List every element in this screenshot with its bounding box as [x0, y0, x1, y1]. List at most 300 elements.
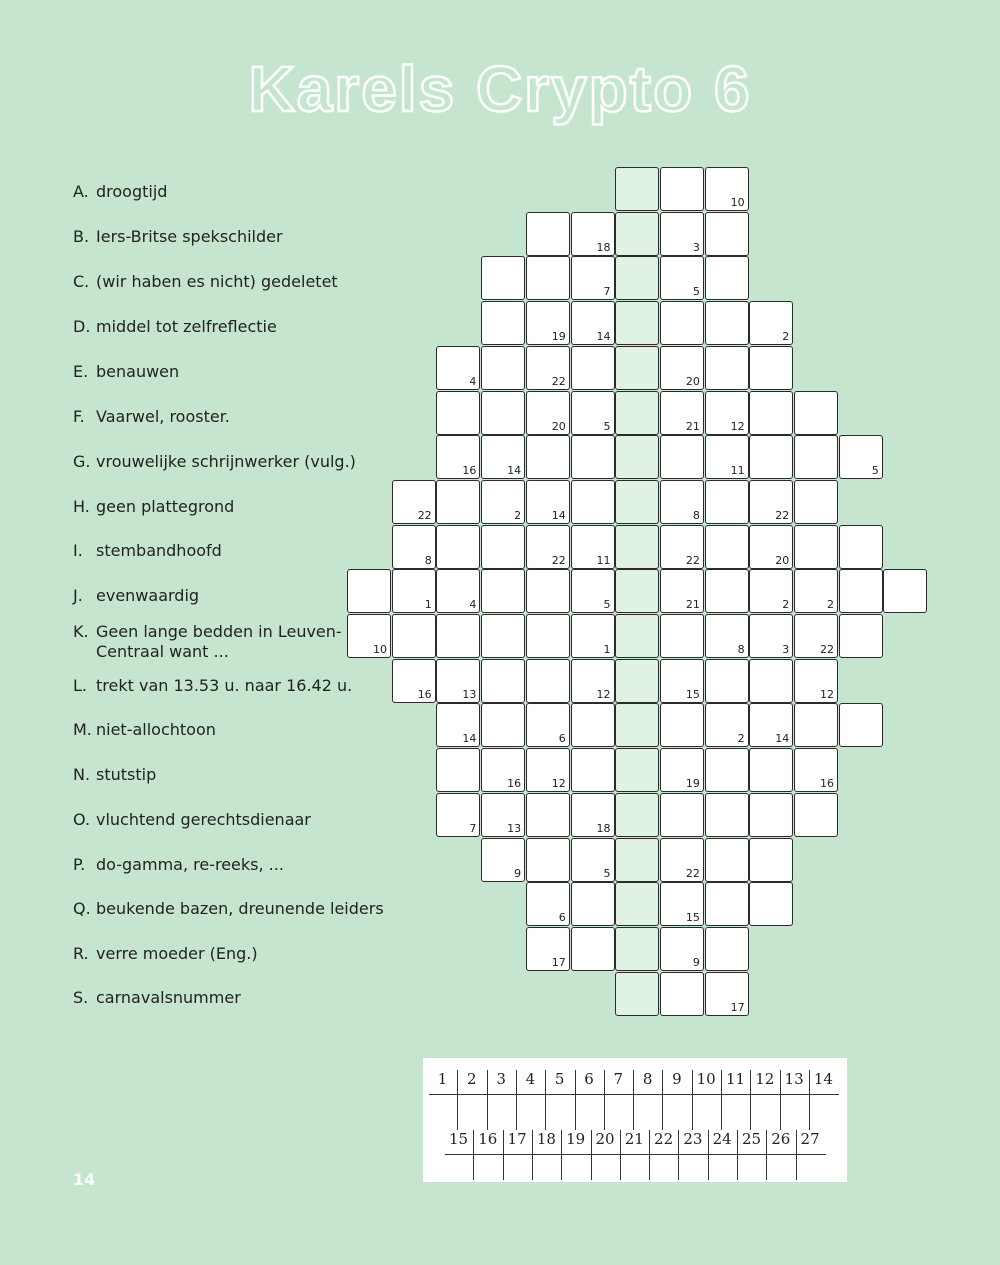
- key-divider: [809, 1070, 810, 1130]
- grid-cell[interactable]: [660, 614, 704, 658]
- clue-letter: F.: [73, 407, 85, 426]
- grid-cell[interactable]: [436, 525, 480, 569]
- clue-letter: Q.: [73, 899, 91, 918]
- grid-cell[interactable]: [660, 972, 704, 1016]
- grid-cell[interactable]: [615, 301, 659, 345]
- grid-cell[interactable]: [615, 391, 659, 435]
- cell-number: 5: [603, 598, 611, 612]
- grid-cell[interactable]: [705, 793, 749, 837]
- key-divider: [750, 1070, 751, 1130]
- clue-letter: B.: [73, 227, 90, 246]
- key-number: 26: [771, 1130, 791, 1148]
- grid-cell[interactable]: [705, 301, 749, 345]
- key-number: 10: [696, 1070, 716, 1088]
- key-divider: [516, 1070, 517, 1130]
- grid-cell[interactable]: [615, 435, 659, 479]
- grid-cell[interactable]: [749, 882, 793, 926]
- grid-cell[interactable]: [660, 256, 704, 300]
- key-number: 9: [672, 1070, 682, 1088]
- grid-cell[interactable]: [571, 391, 615, 435]
- grid-cell[interactable]: [660, 659, 704, 703]
- grid-cell[interactable]: [571, 703, 615, 747]
- grid-cell[interactable]: [571, 614, 615, 658]
- grid-cell[interactable]: [749, 391, 793, 435]
- key-number: 18: [536, 1130, 556, 1148]
- key-number: 8: [642, 1070, 653, 1088]
- cell-number: 20: [775, 553, 790, 567]
- grid-cell[interactable]: [794, 748, 838, 792]
- cell-number: 5: [871, 464, 879, 478]
- cell-number: 20: [685, 374, 700, 388]
- cell-number: 7: [603, 285, 611, 299]
- grid-cell[interactable]: [749, 480, 793, 524]
- grid-cell[interactable]: [481, 703, 525, 747]
- cell-number: 11: [730, 464, 745, 478]
- grid-cell[interactable]: [660, 480, 704, 524]
- cell-number: 6: [558, 732, 566, 746]
- grid-cell[interactable]: [839, 525, 883, 569]
- grid-cell[interactable]: [660, 882, 704, 926]
- key-divider: [796, 1130, 797, 1180]
- grid-cell[interactable]: [481, 435, 525, 479]
- grid-cell[interactable]: [615, 212, 659, 256]
- cell-number: 22: [685, 553, 700, 567]
- grid-cell[interactable]: [526, 391, 570, 435]
- grid-cell[interactable]: [749, 346, 793, 390]
- key-divider: [532, 1130, 533, 1180]
- clue-text: (wir haben es nicht) gedeletet: [96, 272, 338, 291]
- grid-cell[interactable]: [749, 435, 793, 479]
- key-divider: [545, 1070, 546, 1130]
- grid-cell[interactable]: [436, 614, 480, 658]
- key-number: 6: [584, 1070, 594, 1088]
- key-divider: [662, 1070, 663, 1130]
- grid-cell[interactable]: [705, 748, 749, 792]
- cell-number: 18: [596, 240, 611, 254]
- grid-cell[interactable]: [705, 256, 749, 300]
- grid-cell[interactable]: [615, 346, 659, 390]
- cell-number: 12: [820, 687, 834, 701]
- clue-text: stembandhoofd: [96, 541, 222, 560]
- clue-letter: N.: [73, 765, 91, 784]
- key-number: 22: [654, 1130, 674, 1148]
- clue-letter: C.: [73, 272, 90, 291]
- clue-text: droogtijd: [96, 182, 168, 201]
- grid-cell[interactable]: [571, 435, 615, 479]
- clue-text: niet-allochtoon: [96, 720, 216, 739]
- grid-cell[interactable]: [660, 435, 704, 479]
- key-number: 23: [683, 1130, 703, 1148]
- grid-cell[interactable]: [571, 659, 615, 703]
- cell-number: 14: [551, 508, 566, 522]
- grid-cell[interactable]: [705, 167, 749, 211]
- grid-cell[interactable]: [436, 435, 480, 479]
- clue-text: evenwaardig: [96, 586, 200, 605]
- grid-cell[interactable]: [749, 569, 793, 613]
- cell-number: 2: [827, 598, 834, 612]
- grid-cell[interactable]: [660, 301, 704, 345]
- grid-cell[interactable]: [705, 927, 749, 971]
- key-divider: [487, 1070, 488, 1130]
- grid-cell[interactable]: [794, 703, 838, 747]
- grid-cell[interactable]: [615, 972, 659, 1016]
- clue-letter: G.: [73, 452, 91, 471]
- clue-letter: R.: [73, 944, 89, 963]
- grid-cell[interactable]: [794, 659, 838, 703]
- grid-cell[interactable]: [839, 614, 883, 658]
- clue-letter: L.: [73, 676, 87, 695]
- grid-cell[interactable]: [481, 525, 525, 569]
- grid-cell[interactable]: [705, 525, 749, 569]
- key-divider: [633, 1070, 634, 1130]
- grid-cell[interactable]: [571, 927, 615, 971]
- grid-cell[interactable]: [392, 480, 436, 524]
- grid-cell[interactable]: [705, 838, 749, 882]
- key-divider: [649, 1130, 650, 1180]
- grid-cell[interactable]: [660, 748, 704, 792]
- key-number: 19: [566, 1130, 586, 1148]
- grid-cell[interactable]: [571, 838, 615, 882]
- grid-cell[interactable]: [794, 391, 838, 435]
- grid-cell[interactable]: [481, 748, 525, 792]
- cell-number: 21: [685, 598, 700, 612]
- grid-cell[interactable]: [526, 480, 570, 524]
- grid-cell[interactable]: [794, 480, 838, 524]
- cell-number: 22: [551, 553, 566, 567]
- grid-cell[interactable]: [571, 212, 615, 256]
- grid-cell[interactable]: [526, 659, 570, 703]
- key-line: [429, 1094, 839, 1095]
- grid-cell[interactable]: [615, 569, 659, 613]
- grid-cell[interactable]: [660, 703, 704, 747]
- grid-cell[interactable]: [436, 391, 480, 435]
- clue-letter: M.: [73, 720, 92, 739]
- grid-cell[interactable]: [660, 346, 704, 390]
- grid-cell[interactable]: [436, 659, 480, 703]
- grid-cell[interactable]: [481, 569, 525, 613]
- grid-cell[interactable]: [615, 614, 659, 658]
- cell-number: 14: [507, 464, 522, 478]
- grid-cell[interactable]: [615, 659, 659, 703]
- cell-number: 12: [596, 687, 611, 701]
- key-divider: [604, 1070, 605, 1130]
- cell-number: 19: [551, 330, 566, 344]
- grid-cell[interactable]: [571, 793, 615, 837]
- clue-letter: H.: [73, 497, 90, 516]
- cell-number: 4: [469, 374, 477, 388]
- clue-text: trekt van 13.53 u. naar 16.42 u.: [96, 676, 353, 695]
- cell-number: 20: [551, 419, 566, 433]
- grid-cell[interactable]: [705, 435, 749, 479]
- grid-cell[interactable]: [749, 793, 793, 837]
- cell-number: 8: [692, 508, 700, 522]
- clue-letter: K.: [73, 622, 89, 641]
- grid-cell[interactable]: [436, 480, 480, 524]
- grid-cell[interactable]: [526, 569, 570, 613]
- grid-cell[interactable]: [526, 435, 570, 479]
- grid-cell[interactable]: [839, 569, 883, 613]
- cell-number: 17: [730, 1000, 745, 1014]
- grid-cell[interactable]: [705, 614, 749, 658]
- key-number: 16: [478, 1130, 498, 1148]
- key-number: 3: [496, 1070, 506, 1088]
- cell-number: 10: [730, 196, 745, 209]
- key-number: 5: [554, 1070, 565, 1088]
- grid-cell[interactable]: [705, 212, 749, 256]
- clue-letter: O.: [73, 810, 91, 829]
- key-number: 14: [813, 1070, 833, 1088]
- grid-cell[interactable]: [436, 569, 480, 613]
- clue-text: middel tot zelfreflectie: [96, 317, 277, 336]
- cell-number: 3: [782, 643, 790, 656]
- cell-number: 12: [730, 419, 745, 433]
- grid-cell[interactable]: [749, 525, 793, 569]
- grid-cell[interactable]: [481, 256, 525, 300]
- grid-cell[interactable]: [883, 569, 927, 613]
- grid-cell[interactable]: [705, 659, 749, 703]
- key-divider: [457, 1070, 458, 1130]
- key-number: 13: [784, 1070, 804, 1088]
- cell-number: 5: [603, 419, 611, 433]
- grid-cell[interactable]: [436, 346, 480, 390]
- cell-number: 22: [551, 374, 566, 388]
- grid-cell[interactable]: [615, 480, 659, 524]
- cell-number: 5: [692, 285, 700, 299]
- key-number: 20: [595, 1130, 615, 1148]
- cell-number: 2: [782, 598, 790, 612]
- cell-number: 15: [685, 911, 700, 925]
- grid-cell[interactable]: [794, 793, 838, 837]
- grid-cell[interactable]: [705, 882, 749, 926]
- grid-cell[interactable]: [481, 480, 525, 524]
- clue-text: stutstip: [96, 765, 157, 784]
- grid-cell[interactable]: [571, 346, 615, 390]
- key-divider: [678, 1130, 679, 1180]
- grid-cell[interactable]: [615, 748, 659, 792]
- clue-letter: I.: [73, 541, 83, 560]
- grid-cell[interactable]: [749, 703, 793, 747]
- clue-text: Geen lange bedden in Leuven-: [96, 622, 342, 641]
- grid-cell[interactable]: [615, 927, 659, 971]
- grid-cell[interactable]: [705, 569, 749, 613]
- grid-cell[interactable]: [749, 614, 793, 658]
- grid-cell[interactable]: [526, 346, 570, 390]
- cell-number: 16: [507, 777, 522, 791]
- grid-cell[interactable]: [481, 301, 525, 345]
- cell-number: 8: [424, 553, 432, 567]
- clue-letter: P.: [73, 855, 86, 874]
- key-number: 17: [507, 1130, 527, 1148]
- grid-cell[interactable]: [705, 346, 749, 390]
- grid-cell[interactable]: [794, 525, 838, 569]
- grid-cell[interactable]: [481, 659, 525, 703]
- grid-cell[interactable]: [660, 167, 704, 211]
- cell-number: 19: [685, 777, 700, 791]
- grid-cell[interactable]: [526, 256, 570, 300]
- grid-cell[interactable]: [571, 882, 615, 926]
- solution-key: [423, 1058, 847, 1182]
- key-divider: [721, 1070, 722, 1130]
- grid-cell[interactable]: [794, 435, 838, 479]
- cell-number: 7: [469, 821, 477, 835]
- clue-text: geen plattegrond: [96, 497, 235, 516]
- cell-number: 12: [551, 777, 566, 791]
- grid-cell[interactable]: [481, 614, 525, 658]
- cell-number: 18: [596, 821, 611, 835]
- grid-cell[interactable]: [526, 793, 570, 837]
- key-number: 12: [755, 1070, 775, 1088]
- grid-cell[interactable]: [526, 212, 570, 256]
- grid-cell[interactable]: [794, 614, 838, 658]
- key-divider: [780, 1070, 781, 1130]
- cell-number: 8: [737, 643, 745, 656]
- key-number: 15: [448, 1130, 469, 1148]
- grid-cell[interactable]: [794, 569, 838, 613]
- key-divider: [708, 1130, 709, 1180]
- grid-cell[interactable]: [526, 927, 570, 971]
- grid-cell[interactable]: [347, 569, 391, 613]
- key-number: 7: [613, 1070, 624, 1088]
- cell-number: 14: [462, 732, 477, 746]
- grid-cell[interactable]: [571, 480, 615, 524]
- grid-cell[interactable]: [615, 882, 659, 926]
- grid-cell[interactable]: [615, 525, 659, 569]
- key-number: 21: [624, 1130, 644, 1148]
- cell-number: 9: [514, 866, 522, 880]
- grid-cell[interactable]: [615, 838, 659, 882]
- grid-cell[interactable]: [615, 793, 659, 837]
- grid-cell[interactable]: [436, 703, 480, 747]
- cell-number: 22: [685, 866, 700, 880]
- cell-number: 9: [692, 955, 700, 969]
- cell-number: 16: [417, 687, 432, 701]
- cell-number: 22: [417, 508, 432, 522]
- grid-cell[interactable]: [571, 748, 615, 792]
- cell-number: 13: [462, 687, 477, 701]
- grid-cell[interactable]: [526, 748, 570, 792]
- grid-cell[interactable]: [526, 614, 570, 658]
- clue-text: verre moeder (Eng.): [96, 944, 258, 963]
- clue-text: Iers-Britse spekschilder: [96, 227, 283, 246]
- page-title: Karels Crypto 6: [248, 53, 752, 125]
- grid-cell[interactable]: [392, 614, 436, 658]
- cell-number: 14: [775, 732, 790, 746]
- grid-cell[interactable]: [571, 301, 615, 345]
- grid-cell[interactable]: [615, 703, 659, 747]
- key-number: 1: [437, 1070, 448, 1088]
- grid-cell[interactable]: [660, 838, 704, 882]
- key-number: 2: [467, 1070, 477, 1088]
- grid-cell[interactable]: [660, 569, 704, 613]
- grid-cell[interactable]: [749, 838, 793, 882]
- grid-cell[interactable]: [526, 882, 570, 926]
- key-divider: [575, 1070, 576, 1130]
- grid-cell[interactable]: [392, 659, 436, 703]
- clue-letter: A.: [73, 182, 89, 201]
- key-divider: [766, 1130, 767, 1180]
- grid-cell[interactable]: [526, 525, 570, 569]
- grid-cell[interactable]: [436, 793, 480, 837]
- grid-cell[interactable]: [526, 838, 570, 882]
- grid-cell[interactable]: [392, 525, 436, 569]
- grid-cell[interactable]: [660, 391, 704, 435]
- grid-cell[interactable]: [347, 614, 391, 658]
- clue-letter: D.: [73, 317, 91, 336]
- grid-cell[interactable]: [749, 748, 793, 792]
- key-number: 4: [525, 1070, 536, 1088]
- grid-cell[interactable]: [660, 793, 704, 837]
- clue-text: vrouwelijke schrijnwerker (vulg.): [96, 452, 356, 471]
- grid-cell[interactable]: [436, 748, 480, 792]
- grid-cell[interactable]: [615, 167, 659, 211]
- key-divider: [591, 1130, 592, 1180]
- key-divider: [503, 1130, 504, 1180]
- cell-number: 16: [820, 777, 834, 791]
- grid-cell[interactable]: [660, 212, 704, 256]
- clue-text: do-gamma, re-reeks, ...: [96, 855, 284, 874]
- grid-cell[interactable]: [571, 525, 615, 569]
- key-divider: [692, 1070, 693, 1130]
- grid-cell[interactable]: [481, 793, 525, 837]
- grid-cell[interactable]: [839, 703, 883, 747]
- cell-number: 4: [469, 598, 477, 612]
- clue-text: vluchtend gerechtsdienaar: [96, 810, 311, 829]
- grid-cell[interactable]: [526, 703, 570, 747]
- clue-text: beukende bazen, dreunende leiders: [96, 899, 384, 918]
- grid-cell[interactable]: [705, 972, 749, 1016]
- grid-cell[interactable]: [526, 301, 570, 345]
- key-number: 25: [741, 1130, 762, 1148]
- grid-cell[interactable]: [705, 480, 749, 524]
- cell-number: 22: [820, 643, 834, 656]
- grid-cell[interactable]: [615, 256, 659, 300]
- key-number: 24: [712, 1130, 732, 1148]
- grid-cell[interactable]: [749, 301, 793, 345]
- grid-cell[interactable]: [571, 569, 615, 613]
- cell-number: 21: [685, 419, 700, 433]
- grid-cell[interactable]: [705, 703, 749, 747]
- key-number: 27: [800, 1130, 820, 1148]
- grid-cell[interactable]: [705, 391, 749, 435]
- grid-cell[interactable]: [660, 525, 704, 569]
- key-divider: [737, 1130, 738, 1180]
- clue-text: Vaarwel, rooster.: [96, 407, 230, 426]
- cell-number: 2: [514, 508, 522, 522]
- clue-text: carnavalsnummer: [96, 988, 241, 1007]
- cell-number: 22: [775, 508, 790, 522]
- key-number: 11: [725, 1070, 746, 1088]
- cell-number: 2: [737, 732, 745, 746]
- page-number: 14: [73, 1170, 96, 1189]
- grid-cell[interactable]: [571, 256, 615, 300]
- grid-cell[interactable]: [481, 346, 525, 390]
- grid-cell[interactable]: [481, 391, 525, 435]
- cell-number: 16: [462, 464, 477, 478]
- grid-cell[interactable]: [660, 927, 704, 971]
- grid-cell[interactable]: [481, 838, 525, 882]
- grid-cell[interactable]: [839, 435, 883, 479]
- cell-number: 2: [782, 330, 790, 344]
- cell-number: 15: [685, 687, 700, 701]
- grid-cell[interactable]: [749, 659, 793, 703]
- cell-number: 3: [692, 240, 700, 254]
- cell-number: 6: [558, 911, 566, 925]
- cell-number: 11: [596, 553, 611, 567]
- grid-cell[interactable]: [392, 569, 436, 613]
- cell-number: 1: [424, 598, 432, 612]
- clue-letter: J.: [73, 586, 83, 605]
- key-divider: [620, 1130, 621, 1180]
